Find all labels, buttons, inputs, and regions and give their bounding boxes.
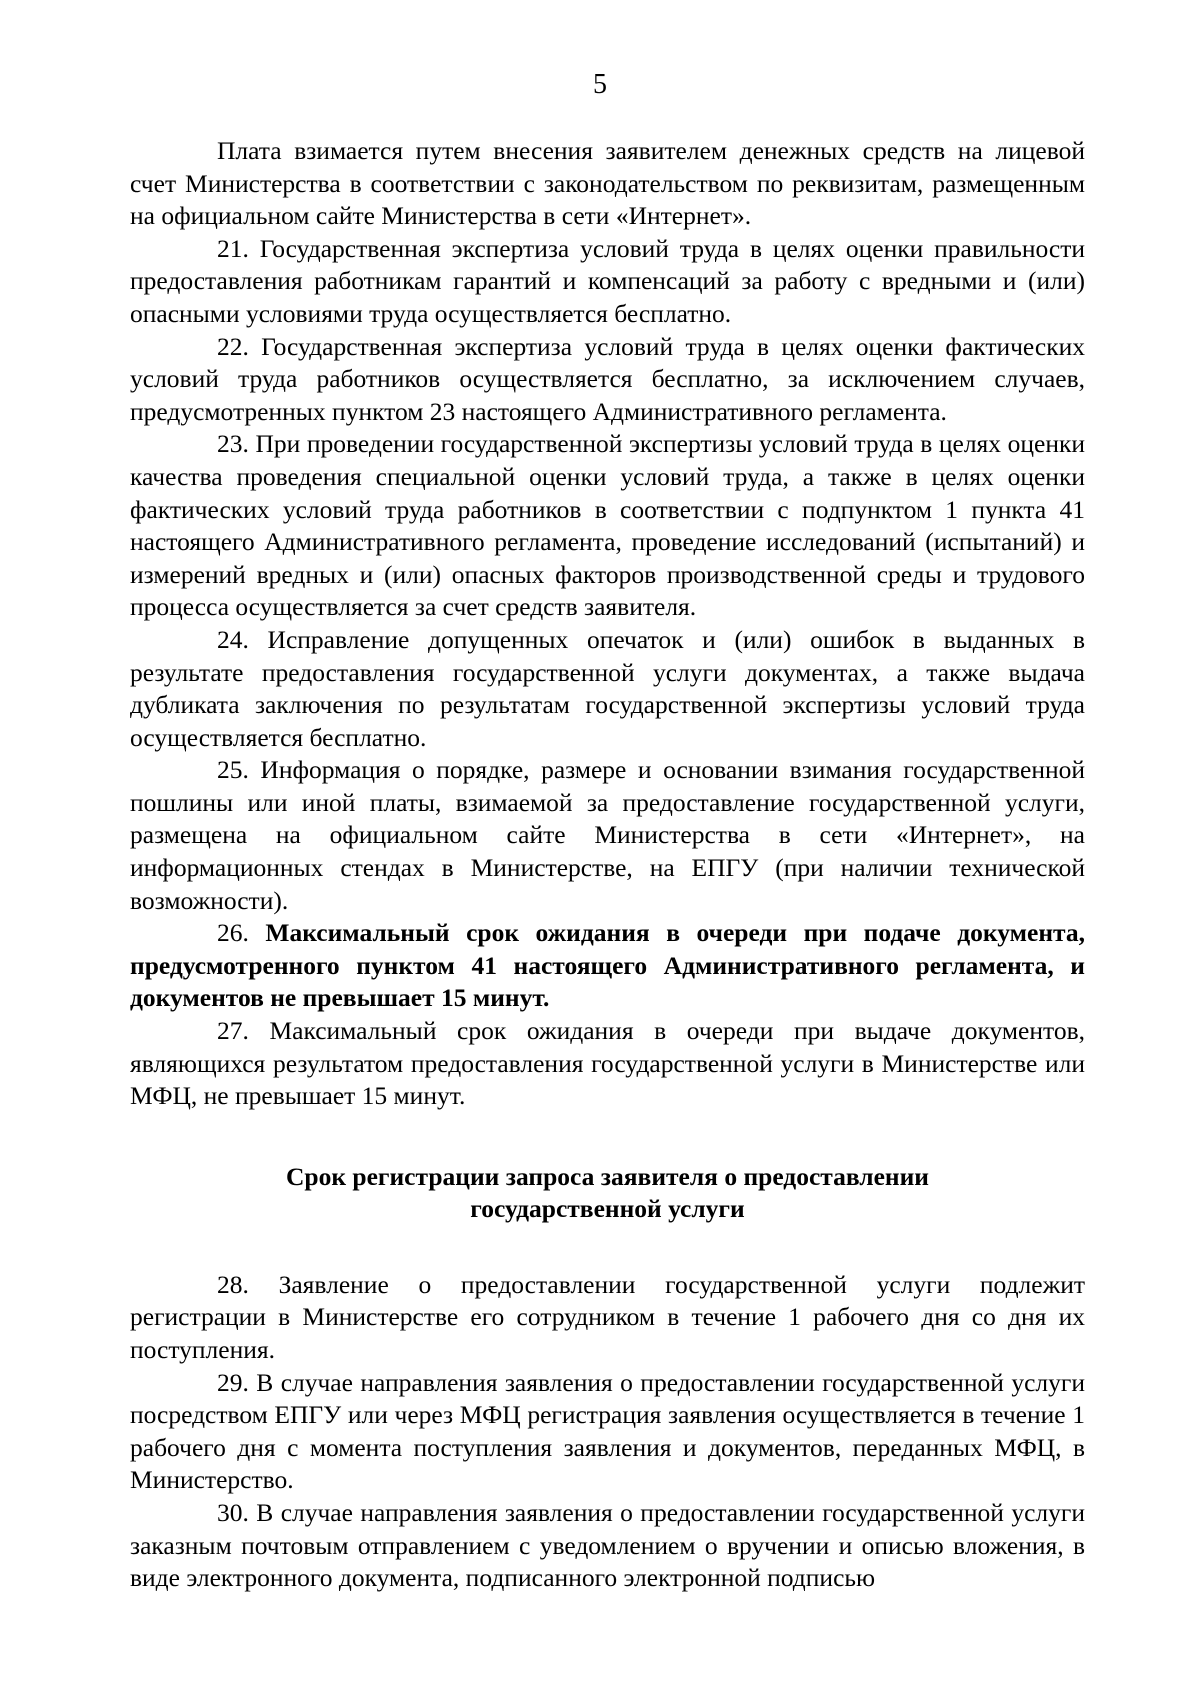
paragraph-text: В случае направления заявления о предоставлении государственной услуги посредством ЕПГУ или через МФЦ регистрация заявления осуществляется в течение 1 рабочего дня с момента поступления заявления и документов, переданных МФЦ, в Министерство. [130, 1367, 1085, 1495]
paragraph-number: 29. [217, 1367, 249, 1397]
section-heading-line-1: Срок регистрации запроса заявителя о предоставлении [285, 1161, 930, 1191]
paragraph-number: 21. [217, 233, 249, 263]
paragraph-number: 30. [217, 1497, 249, 1527]
paragraph-p22 [130, 331, 1085, 429]
section-heading [130, 1161, 1085, 1225]
paragraph-p25 [130, 754, 1085, 917]
paragraph-p28 [130, 1269, 1085, 1367]
paragraph-text: Государственная экспертиза условий труда в целях оценки фактических условий труда работников осуществляется бесплатно, за исключением случаев, предусмотренных пунктом 23 настоящего Административного регламента. [130, 331, 1085, 426]
section-heading-line-2: государственной услуги [470, 1193, 745, 1223]
paragraph-text: Государственная экспертиза условий труда в целях оценки правильности предоставления работникам гарантий и компенсаций за работу с вредными и (или) опасными условиями труда осуществляется бесплатно. [130, 233, 1086, 328]
paragraph-text: При проведении государственной экспертизы условий труда в целях оценки качества проведения специальной оценки условий труда, а также в целях оценки фактических условий труда работников в соответствии с подпунктом 1 пункта 41 настоящего Административного регламента, проведение исследований (испытаний) и измерений вредных и (или) опасных факторов производственной среды и трудового процесса осуществляется за счет средств заявителя. [130, 429, 1086, 622]
paragraph-text: В случае направления заявления о предоставлении государственной услуги заказным почтовым отправлением с уведомлением о вручении и описью вложения, в виде электронного документа, подписанного электронной подписью [130, 1497, 1085, 1593]
paragraph-p27 [130, 1015, 1085, 1113]
paragraph-number: 24. [217, 624, 249, 654]
paragraph-p-fee-intro [130, 135, 1085, 233]
paragraph-p24 [130, 624, 1085, 754]
paragraph-group-bottom [130, 1269, 1085, 1595]
paragraph-text: Информация о порядке, размере и основании взимания государственной пошлины или иной платы, взимаемой за предоставление государственной услуги, размещена на официальном сайте Министерства в сети «Интернет», на информационных стендах в Министерстве, на ЕПГУ (при наличии технической возможности). [130, 755, 1086, 915]
paragraph-p30 [130, 1497, 1085, 1595]
paragraph-text: Заявление о предоставлении государственной услуги подлежит регистрации в Министерстве его сотрудником в течение 1 рабочего дня со дня их поступления. [130, 1269, 1086, 1364]
paragraph-group-top [130, 135, 1085, 1113]
paragraph-p21 [130, 233, 1085, 331]
paragraph-number: 28. [217, 1269, 249, 1299]
paragraph-number: 23. [217, 429, 249, 459]
paragraph-text: Максимальный срок ожидания в очереди при выдаче документов, являющихся результатом предоставления государственной услуги в Министерстве или МФЦ, не превышает 15 минут. [130, 1016, 1085, 1111]
paragraph-number: 25. [217, 755, 249, 785]
paragraph-text: Максимальный срок ожидания в очереди при подаче документа, предусмотренного пунктом 41 настоящего Административного регламента, и документов не превышает 15 минут. [130, 918, 1085, 1013]
page-number: 5 [593, 69, 607, 100]
document-body [130, 135, 1085, 1595]
paragraph-p26 [130, 917, 1085, 1015]
paragraph-number: 27. [217, 1016, 249, 1046]
paragraph-p23 [130, 428, 1085, 624]
paragraph-number: 26. [217, 918, 249, 948]
paragraph-p29 [130, 1367, 1085, 1497]
paragraph-text: Исправление допущенных опечаток и (или) ошибок в выданных в результате предоставления государственной услуги документах, а также выдача дубликата заключения по результатам государственной экспертизы условий труда осуществляется бесплатно. [130, 624, 1085, 752]
paragraph-text: Плата взимается путем внесения заявителем денежных средств на лицевой счет Министерства в соответствии с законодательством по реквизитам, размещенным на официальном сайте Министерства в сети «Интернет». [130, 136, 1085, 231]
paragraph-number: 22. [217, 331, 249, 361]
